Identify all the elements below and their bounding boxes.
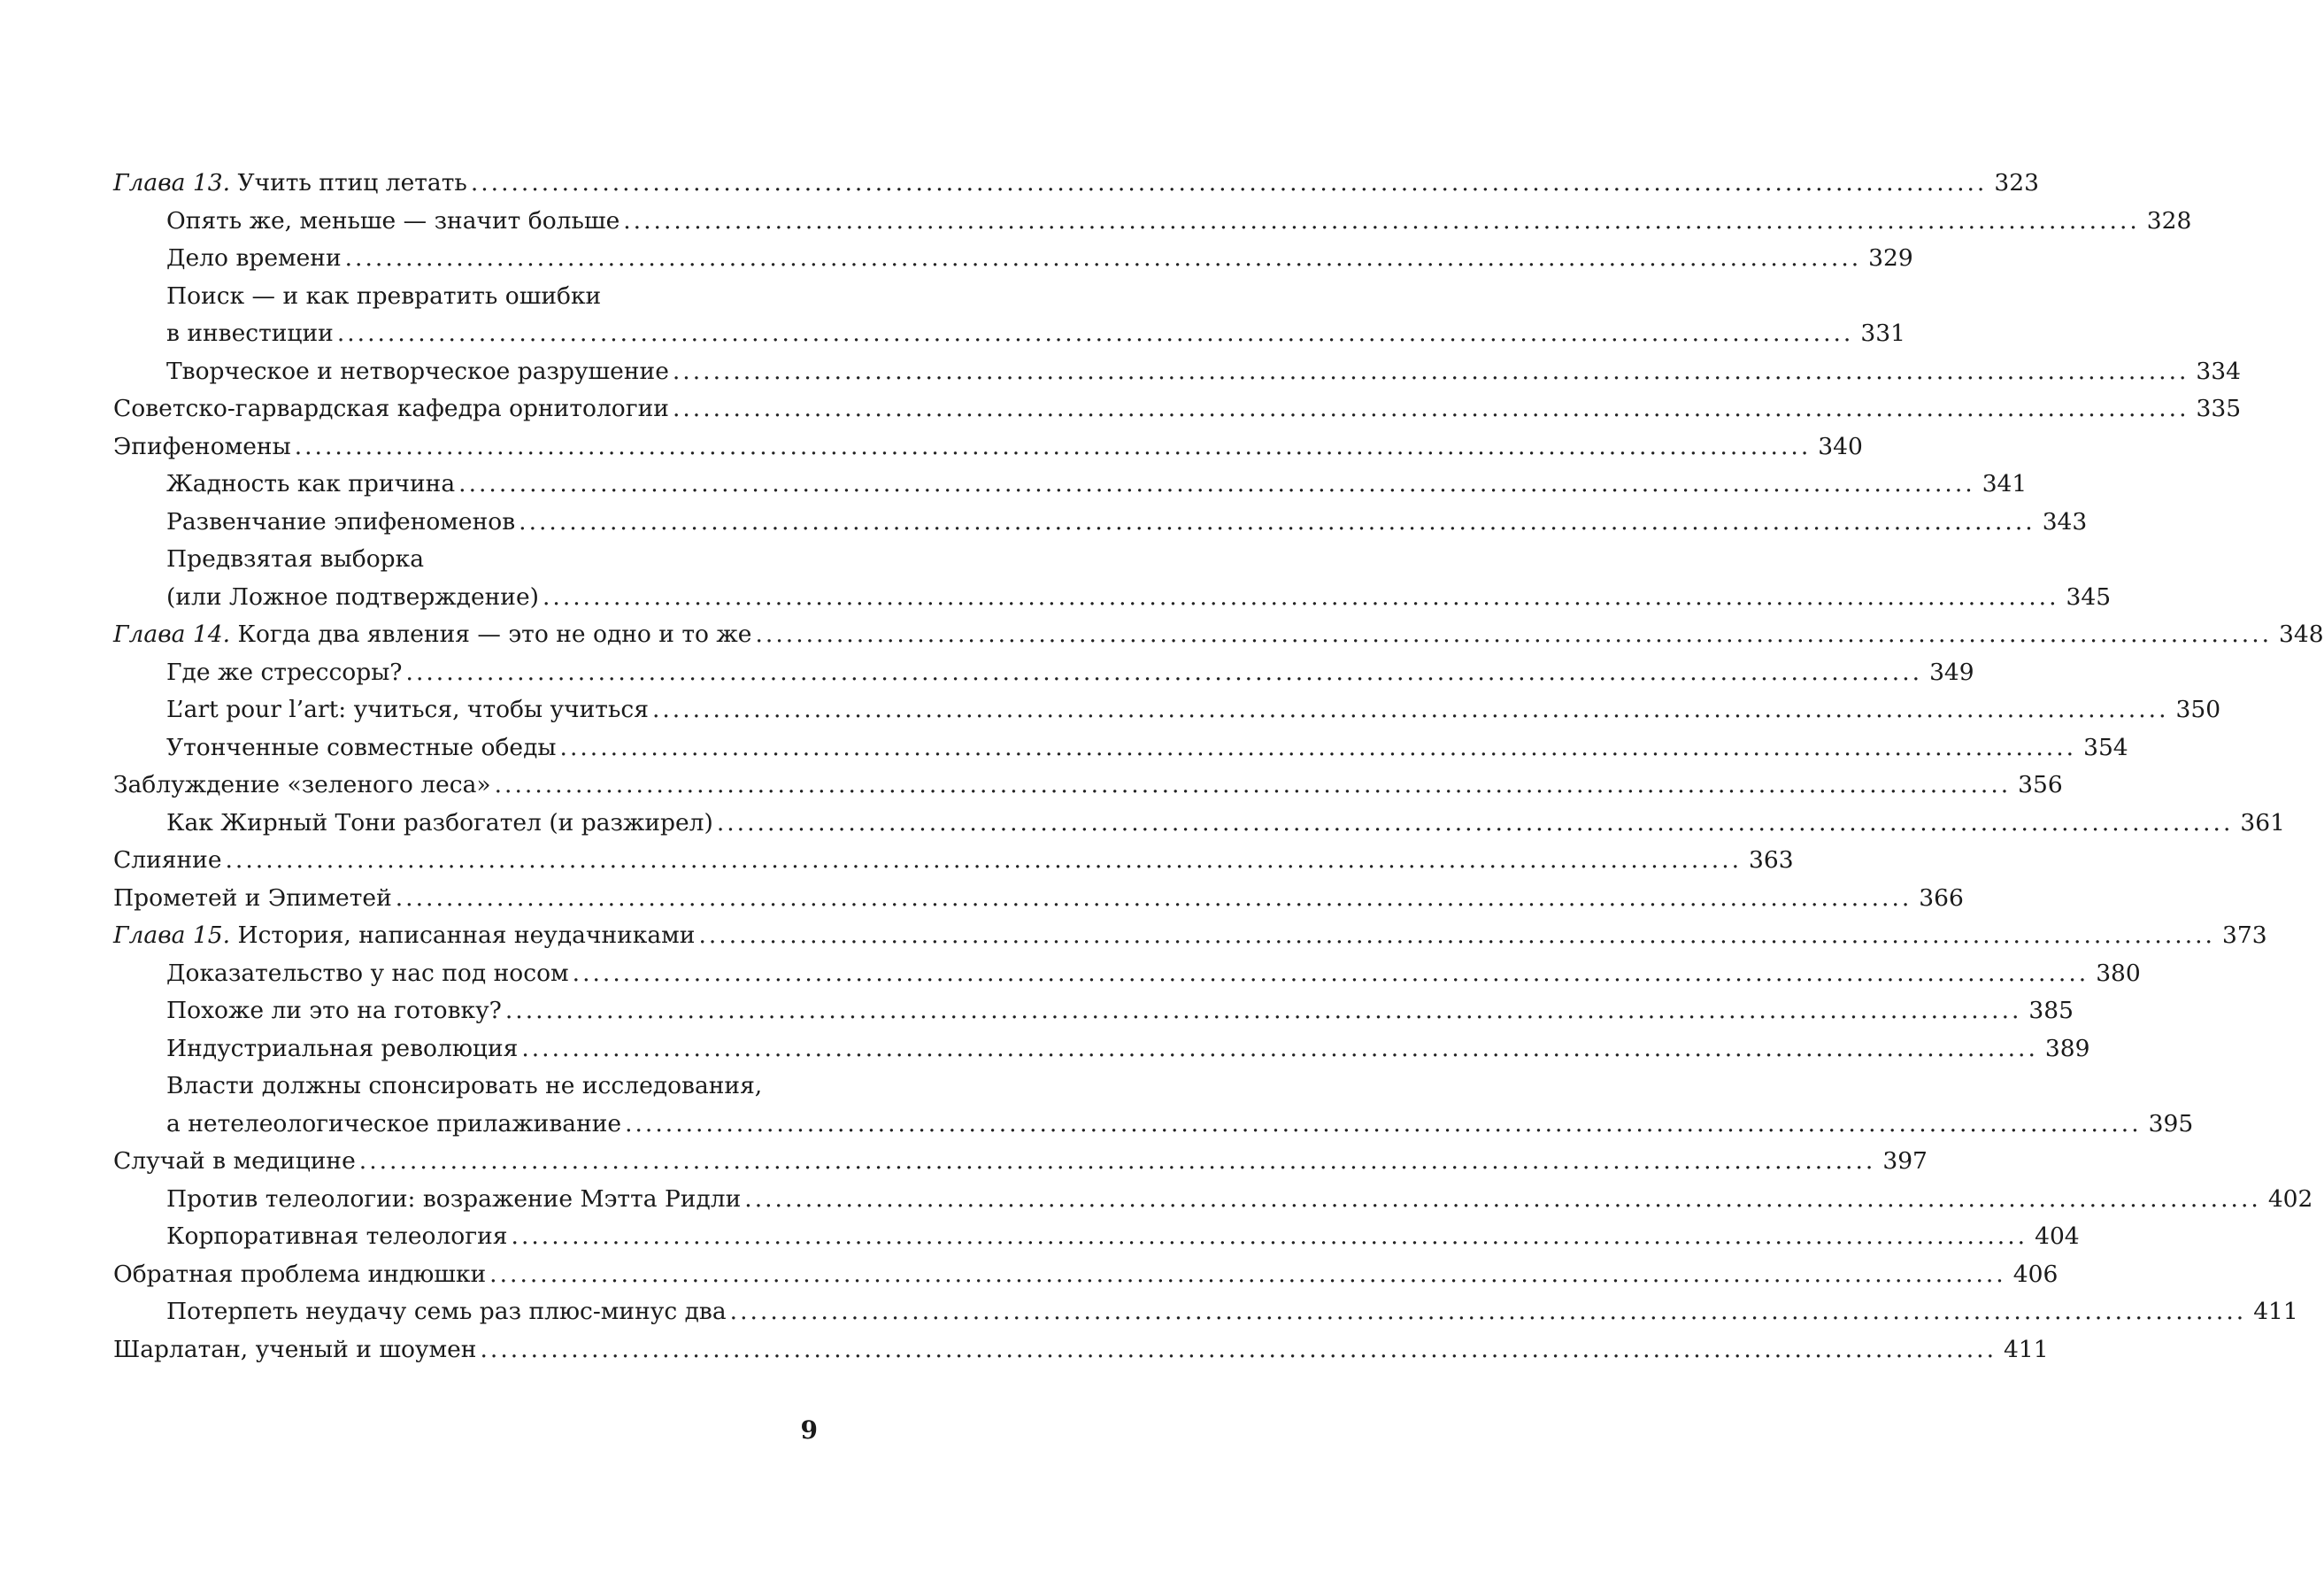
chapter-label: Глава 14. <box>113 621 231 648</box>
toc-entry-title <box>166 691 649 729</box>
toc-subentry <box>113 805 2285 843</box>
toc-subentry <box>113 1068 816 1106</box>
dot-leader <box>345 240 1862 278</box>
toc-entry <box>113 1331 2049 1369</box>
dot-leader <box>458 466 1975 504</box>
toc-page-number: 356 <box>2018 771 2063 798</box>
toc-page-number: 335 <box>2196 395 2242 422</box>
toc-entry-text: Власти должны спонсировать не исследования, <box>166 1072 763 1099</box>
toc-page-number: 406 <box>2012 1260 2059 1288</box>
toc-page-number: 349 <box>1929 658 1974 686</box>
toc-entry-text: Слияние <box>113 846 222 874</box>
toc-page-number: 334 <box>2196 357 2242 385</box>
toc-entry-text: Потерпеть неудачу семь раз плюс-минус два <box>166 1298 727 1325</box>
toc-entry-text: Творческое и нетворческое разрушение <box>166 357 669 385</box>
toc-page-number: 354 <box>2083 733 2128 761</box>
toc-entry-text: Когда два явления — это не одно и то же <box>237 621 752 648</box>
toc-entry <box>113 428 1863 467</box>
toc-entry-title <box>166 1106 621 1144</box>
dot-leader <box>495 767 2012 805</box>
toc-subentry <box>113 729 2128 767</box>
toc-entry-text: L’art pour l’art: учиться, чтобы учиться <box>166 696 649 723</box>
toc-subentry <box>113 1030 2090 1068</box>
dot-leader <box>560 729 2077 767</box>
toc-entry-text: Развенчание эпифеноменов <box>166 507 516 536</box>
dot-leader <box>489 1256 2006 1294</box>
toc-subentry <box>113 353 2242 391</box>
toc-entry-title <box>166 955 569 993</box>
toc-entry-title <box>166 541 424 579</box>
toc-subentry <box>113 541 816 579</box>
toc-page-number: 395 <box>2148 1109 2194 1137</box>
toc-entry-title <box>166 1068 762 1106</box>
toc-entry-title <box>166 203 619 241</box>
toc-entry-title <box>166 504 515 542</box>
chapter-label: Глава 15. <box>113 921 231 949</box>
toc-entry-text: Заблуждение «зеленого леса» <box>113 771 491 798</box>
dot-leader <box>505 992 2022 1030</box>
toc-entry-text: Жадность как причина <box>166 470 456 497</box>
toc-entry <box>113 390 2242 428</box>
toc-subentry <box>113 1293 2298 1331</box>
toc-subentry <box>113 691 2221 729</box>
toc-entry-title <box>113 842 222 880</box>
toc-page-number: 323 <box>1994 169 2039 197</box>
toc-entry-title <box>113 880 392 918</box>
dot-leader <box>512 1218 2028 1256</box>
toc-entry-title <box>166 240 342 278</box>
toc-page-number: 343 <box>2042 507 2088 536</box>
dot-leader <box>519 504 2035 542</box>
toc-page-number: 363 <box>1749 846 1794 874</box>
toc-entry-title <box>113 1331 476 1369</box>
toc-page-number: 380 <box>2096 959 2141 987</box>
toc-entry-title <box>166 1181 741 1219</box>
chapter-label: Глава 13. <box>113 169 231 197</box>
dot-leader <box>673 353 2189 391</box>
toc-entry-title <box>113 767 491 805</box>
toc-page-number: 385 <box>2028 997 2074 1024</box>
toc-entry-text: Как Жирный Тони разбогател (и разжирел) <box>166 808 713 837</box>
dot-leader <box>295 428 1812 467</box>
dot-leader <box>480 1331 1997 1369</box>
toc-entry-text: Дело времени <box>166 244 342 272</box>
toc-page-number: 411 <box>2004 1335 2049 1363</box>
toc-subentry <box>113 654 1974 692</box>
toc-subentry <box>113 579 2112 617</box>
toc-entry-text: Индустриальная революция <box>166 1034 519 1062</box>
dot-leader <box>521 1030 2038 1068</box>
toc-entry-title <box>113 1143 356 1181</box>
toc-entry <box>113 880 1964 918</box>
dot-leader <box>730 1293 2247 1331</box>
toc-entry-title <box>113 1256 486 1294</box>
toc-subentry <box>113 240 1913 278</box>
toc-entry-title <box>166 992 502 1030</box>
toc-entry-text: Обратная проблема индюшки <box>113 1260 487 1288</box>
toc-entry-text: Прометей и Эпиметей <box>113 883 392 912</box>
toc-entry-title <box>113 390 669 428</box>
toc-page-number: 340 <box>1818 432 1863 460</box>
toc-subentry <box>113 203 2192 241</box>
toc-subentry <box>113 315 1905 353</box>
toc-entry-text: История, написанная неудачниками <box>237 921 696 949</box>
toc-entry-title <box>166 805 713 843</box>
toc-page-number: 361 <box>2240 808 2285 837</box>
toc-subentry <box>113 504 2088 542</box>
dot-leader <box>471 165 1988 203</box>
toc-entry-text: Предвзятая выборка <box>166 545 425 573</box>
toc-subentry <box>113 955 2141 993</box>
toc-entry <box>113 842 1794 880</box>
toc-entry <box>113 917 2267 955</box>
toc-subentry <box>113 1218 2080 1256</box>
toc-page-number: 397 <box>1882 1147 1928 1175</box>
toc-page-number: 411 <box>2253 1298 2298 1325</box>
toc-page-number: 373 <box>2221 921 2267 949</box>
toc-page-number: 366 <box>1919 883 1964 912</box>
toc-entry-text: Похоже ли это на готовку? <box>166 997 502 1024</box>
dot-leader <box>625 1106 2142 1144</box>
toc-page-number: 404 <box>2035 1222 2080 1250</box>
toc-entry-text: Против телеологии: возражение Мэтта Ридли <box>166 1184 742 1213</box>
toc-entry-text: (или Ложное подтверждение) <box>166 582 539 611</box>
toc-entry-title <box>166 729 557 767</box>
toc-entry-text: в инвестиции <box>166 320 334 347</box>
toc-entry-title <box>166 654 403 692</box>
toc-entry <box>113 616 2324 654</box>
toc-page-number: 348 <box>2279 621 2324 648</box>
toc-page-number: 345 <box>2066 582 2112 611</box>
toc-entry-title <box>113 165 467 203</box>
toc-subentry <box>113 278 816 316</box>
toc-entry <box>113 1143 1928 1181</box>
toc-entry-title <box>113 616 752 654</box>
dot-leader <box>673 390 2189 428</box>
toc-entry-title <box>166 1293 727 1331</box>
table-of-contents <box>113 165 2324 1369</box>
toc-entry-text: Поиск — и как превратить ошибки <box>166 281 602 310</box>
toc-entry-title <box>113 428 291 467</box>
toc-entry-title <box>113 917 695 955</box>
toc-entry-title <box>166 1030 518 1068</box>
toc-entry-text: Случай в медицине <box>113 1147 356 1175</box>
toc-subentry <box>113 1106 2194 1144</box>
toc-entry-text: Утонченные совместные обеды <box>166 733 557 761</box>
toc-entry-title <box>166 1218 508 1256</box>
toc-subentry <box>113 466 2028 504</box>
toc-entry-title <box>166 579 539 617</box>
toc-page-number: 328 <box>2146 206 2192 235</box>
dot-leader <box>744 1181 2261 1219</box>
toc-subentry <box>113 992 2074 1030</box>
toc-entry-text: Где же стрессоры? <box>166 658 403 686</box>
dot-leader <box>717 805 2234 843</box>
page-number: 9 <box>800 1415 818 1445</box>
toc-entry-text: Корпоративная телеология <box>166 1222 508 1250</box>
dot-leader <box>337 315 1854 353</box>
toc-entry-text: а нетелеологическое прилаживание <box>166 1109 622 1137</box>
toc-entry <box>113 767 2063 805</box>
toc-entry <box>113 1256 2059 1294</box>
toc-page-number: 341 <box>1982 470 2028 497</box>
toc-subentry <box>113 1181 2313 1219</box>
toc-entry <box>113 165 2039 203</box>
toc-entry-text: Учить птиц летать <box>237 169 467 197</box>
dot-leader <box>406 654 1923 692</box>
toc-page-number: 389 <box>2044 1034 2090 1062</box>
toc-page-number: 331 <box>1860 320 1905 347</box>
toc-entry-title <box>166 278 601 316</box>
toc-entry-text: Шарлатан, ученый и шоумен <box>113 1335 477 1363</box>
toc-entry-text: Советско-гарвардская кафедра орнитологии <box>113 395 669 422</box>
dot-leader <box>396 880 1912 918</box>
toc-page-number: 402 <box>2267 1184 2313 1213</box>
dot-leader <box>359 1143 1876 1181</box>
toc-entry-title <box>166 353 669 391</box>
dot-leader <box>226 842 1743 880</box>
toc-entry-text: Доказательство у нас под носом <box>166 959 569 987</box>
toc-entry-title <box>166 315 334 353</box>
toc-page-number: 350 <box>2175 696 2221 723</box>
toc-entry-text: Опять же, меньше — значит больше <box>166 206 620 235</box>
dot-leader <box>543 579 2059 617</box>
toc-entry-title <box>166 466 455 504</box>
dot-leader <box>698 917 2215 955</box>
dot-leader <box>756 616 2273 654</box>
dot-leader <box>652 691 2169 729</box>
toc-page-number: 329 <box>1868 244 1913 272</box>
dot-leader <box>573 955 2089 993</box>
dot-leader <box>623 203 2140 241</box>
toc-entry-text: Эпифеномены <box>113 432 291 460</box>
